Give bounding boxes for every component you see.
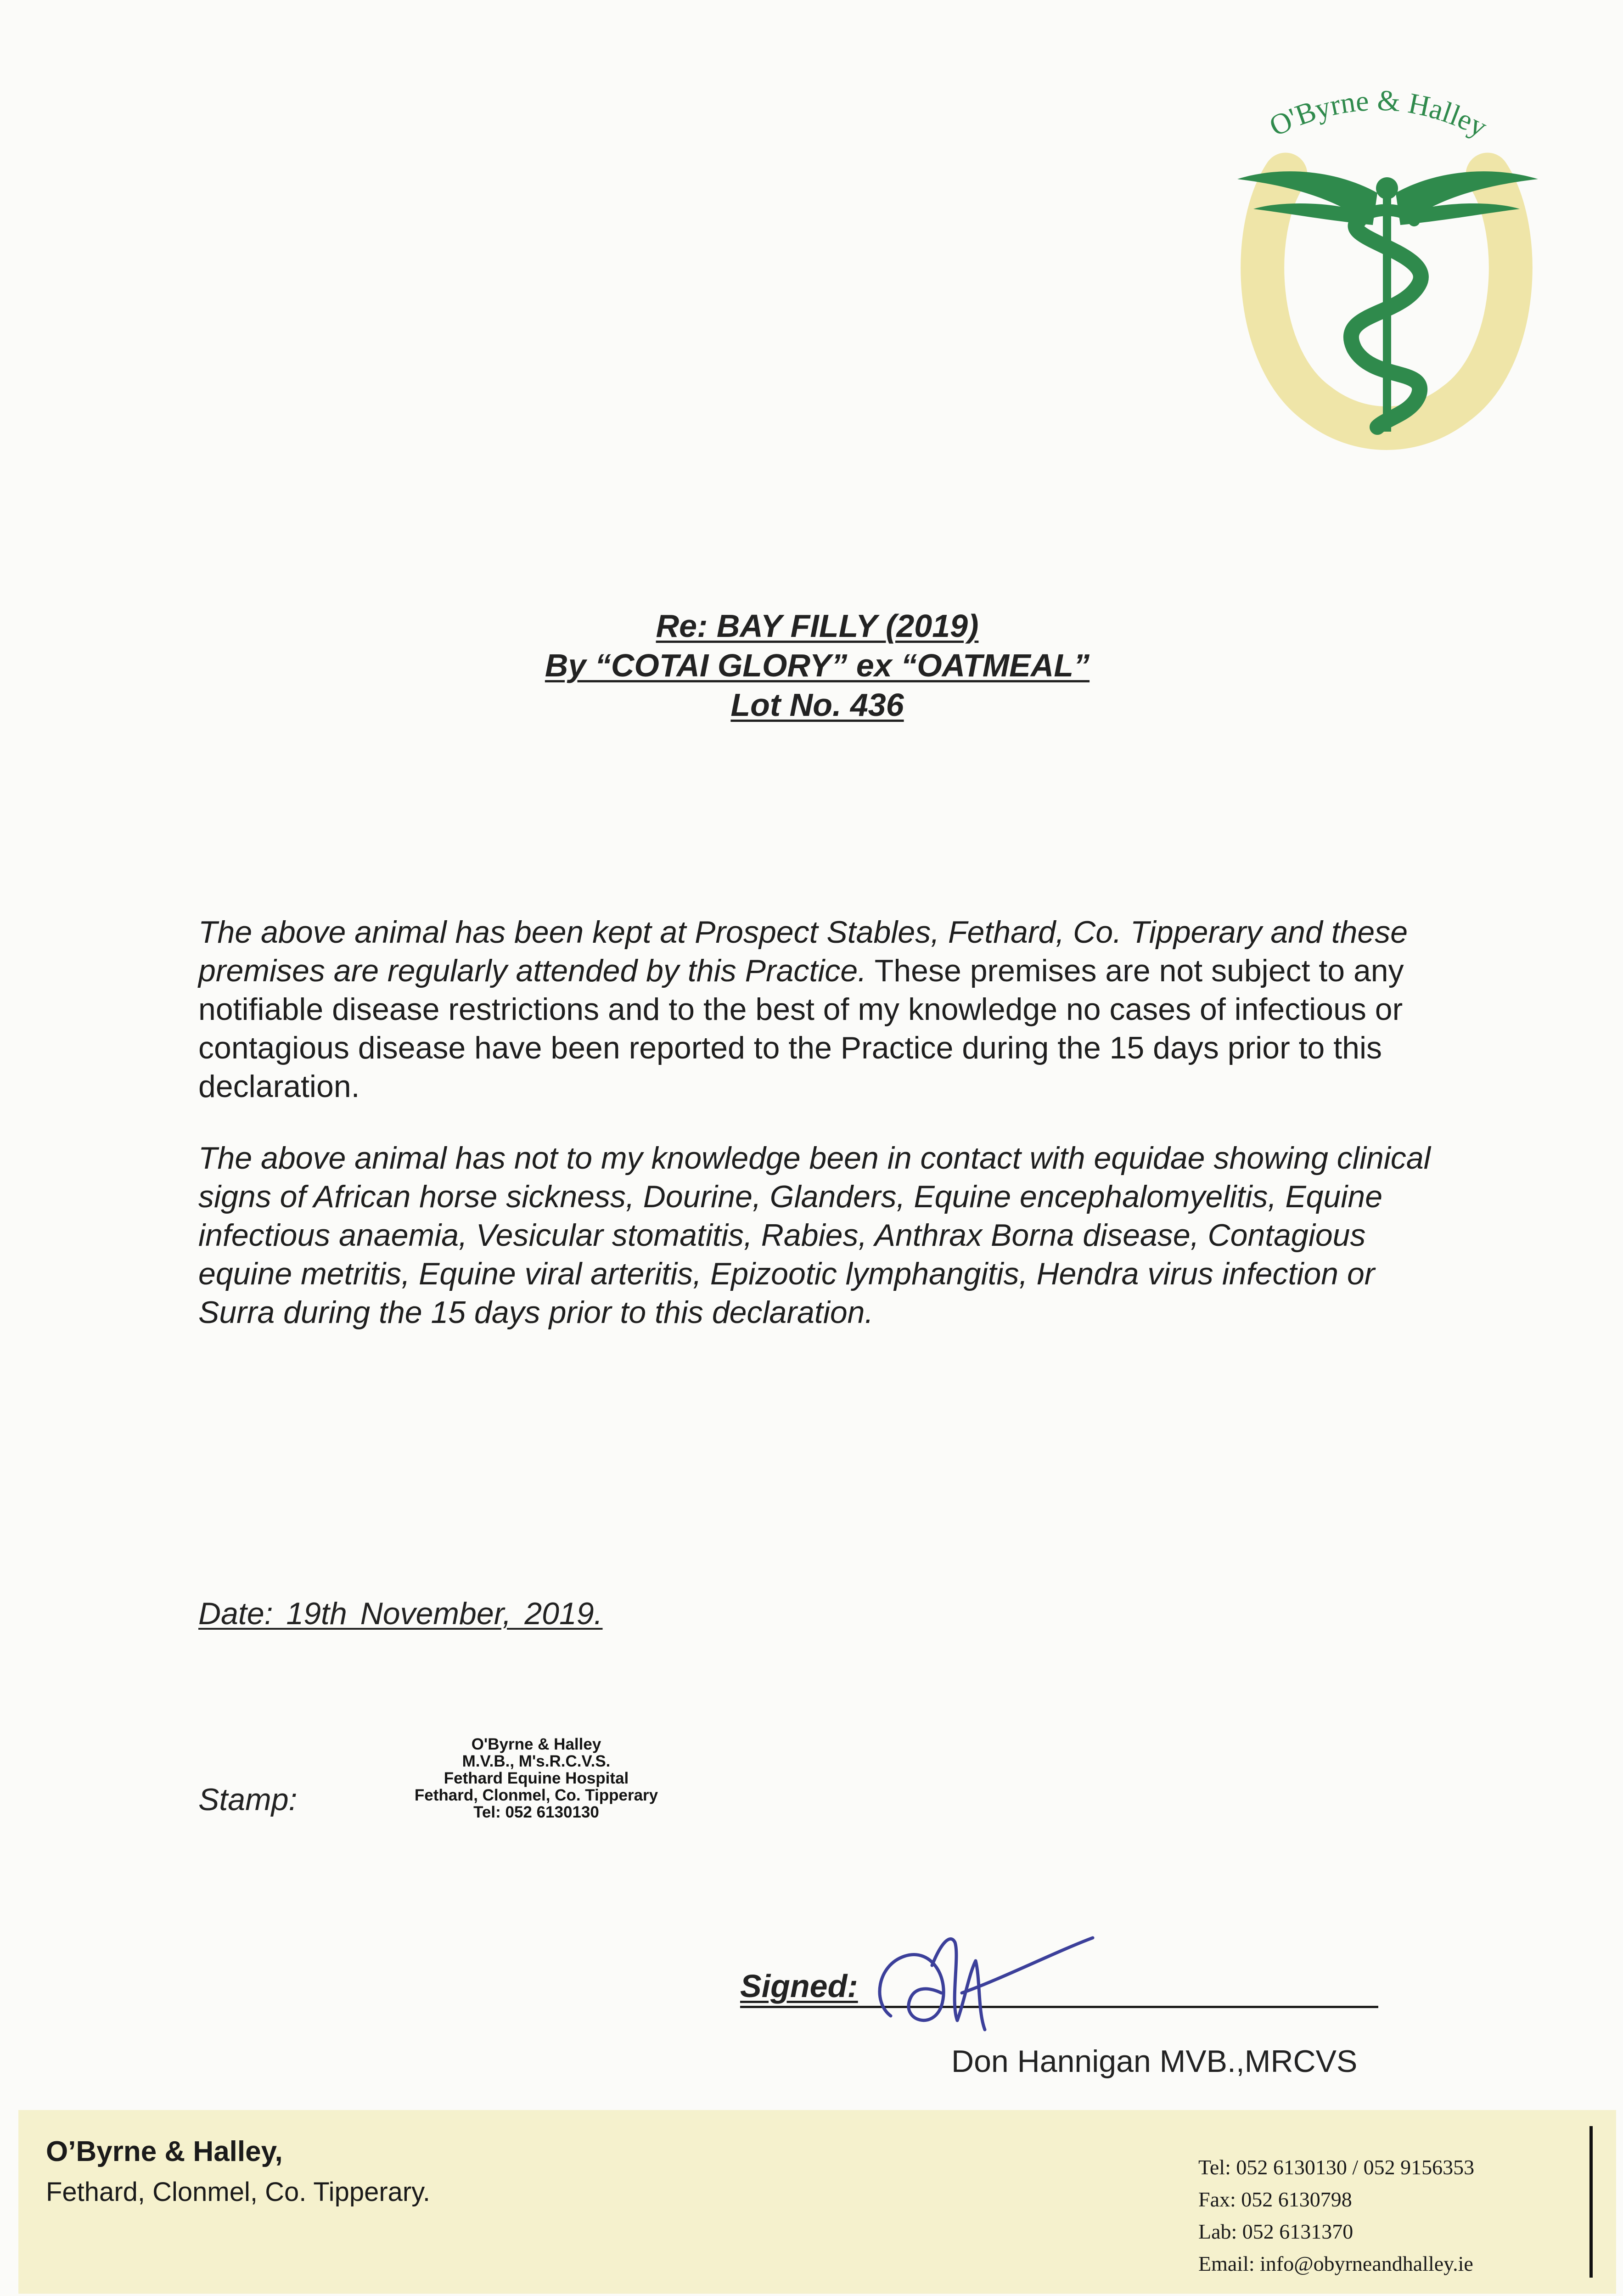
stamp-label: Stamp: (198, 1782, 298, 1817)
stamp-line: Fethard, Clonmel, Co. Tipperary (414, 1786, 658, 1804)
declaration-date: Date: 19th November, 2019. (198, 1596, 603, 1631)
signer-name: Don Hannigan MVB.,MRCVS (951, 2044, 1358, 2079)
handwritten-signature (863, 1910, 1102, 2048)
footer-address: Fethard, Clonmel, Co. Tipperary. (46, 2177, 431, 2207)
stamp-line: O'Byrne & Halley (471, 1735, 601, 1753)
signed-label: Signed: (740, 1968, 858, 2004)
practice-logo (1221, 55, 1552, 450)
letter-heading (459, 606, 1175, 725)
footer-email[interactable]: Email: info@obyrneandhalley.ie (1198, 2252, 1473, 2275)
stamp-line: Fethard Equine Hospital (444, 1769, 629, 1787)
heading-lot-line: Lot No. 436 (730, 687, 904, 723)
footer-contacts (1198, 2151, 1474, 2280)
scan-edge (1589, 2126, 1593, 2278)
letter-footer (18, 2110, 1616, 2294)
premises-paragraph-regular: These premises are not subject to any notifiable disease restrictions and to the best of my knowledge no cases of infectious or contagious disease have been reported to the Practice during the 15 days prior to this declaration. (198, 953, 1404, 1104)
caduceus-horseshoe-icon (1221, 55, 1552, 450)
stamp-line: Tel: 052 6130130 (473, 1803, 599, 1821)
premises-paragraph-italic: The above animal has been kept at Prospect Stables, Fethard, Co. Tipperary and these premises are regularly attended by this Practice. (198, 915, 1408, 988)
contact-paragraph (198, 1139, 1456, 1332)
footer-fax: Fax: 052 6130798 (1198, 2188, 1352, 2211)
heading-breeding-line: By “COTAI GLORY” ex “OATMEAL” (545, 647, 1090, 683)
stamp-line: M.V.B., M's.R.C.V.S. (462, 1752, 611, 1770)
premises-paragraph (198, 913, 1456, 1106)
contact-paragraph-text: The above animal has not to my knowledge been in contact with equidae showing clinical signs of African horse sickness, Dourine, Glanders, Equine encephalomyelitis, Equine infectious anaemia, Vesicular stomatitis, Rabies, Anthrax Borna disease, Contagious equine metritis, Equine viral arteritis, Epizootic lymphangitis, Hendra virus infection or Surra during the 15 days prior to this declaration. (198, 1141, 1431, 1330)
footer-firm-name: O’Byrne & Halley, (46, 2136, 283, 2167)
practice-stamp (385, 1736, 688, 1821)
logo-text: O'Byrne & Halley (1264, 84, 1493, 144)
footer-tel: Tel: 052 6130130 / 052 9156353 (1198, 2155, 1475, 2179)
footer-lab: Lab: 052 6131370 (1198, 2220, 1353, 2243)
heading-re-line: Re: BAY FILLY (2019) (656, 608, 979, 644)
